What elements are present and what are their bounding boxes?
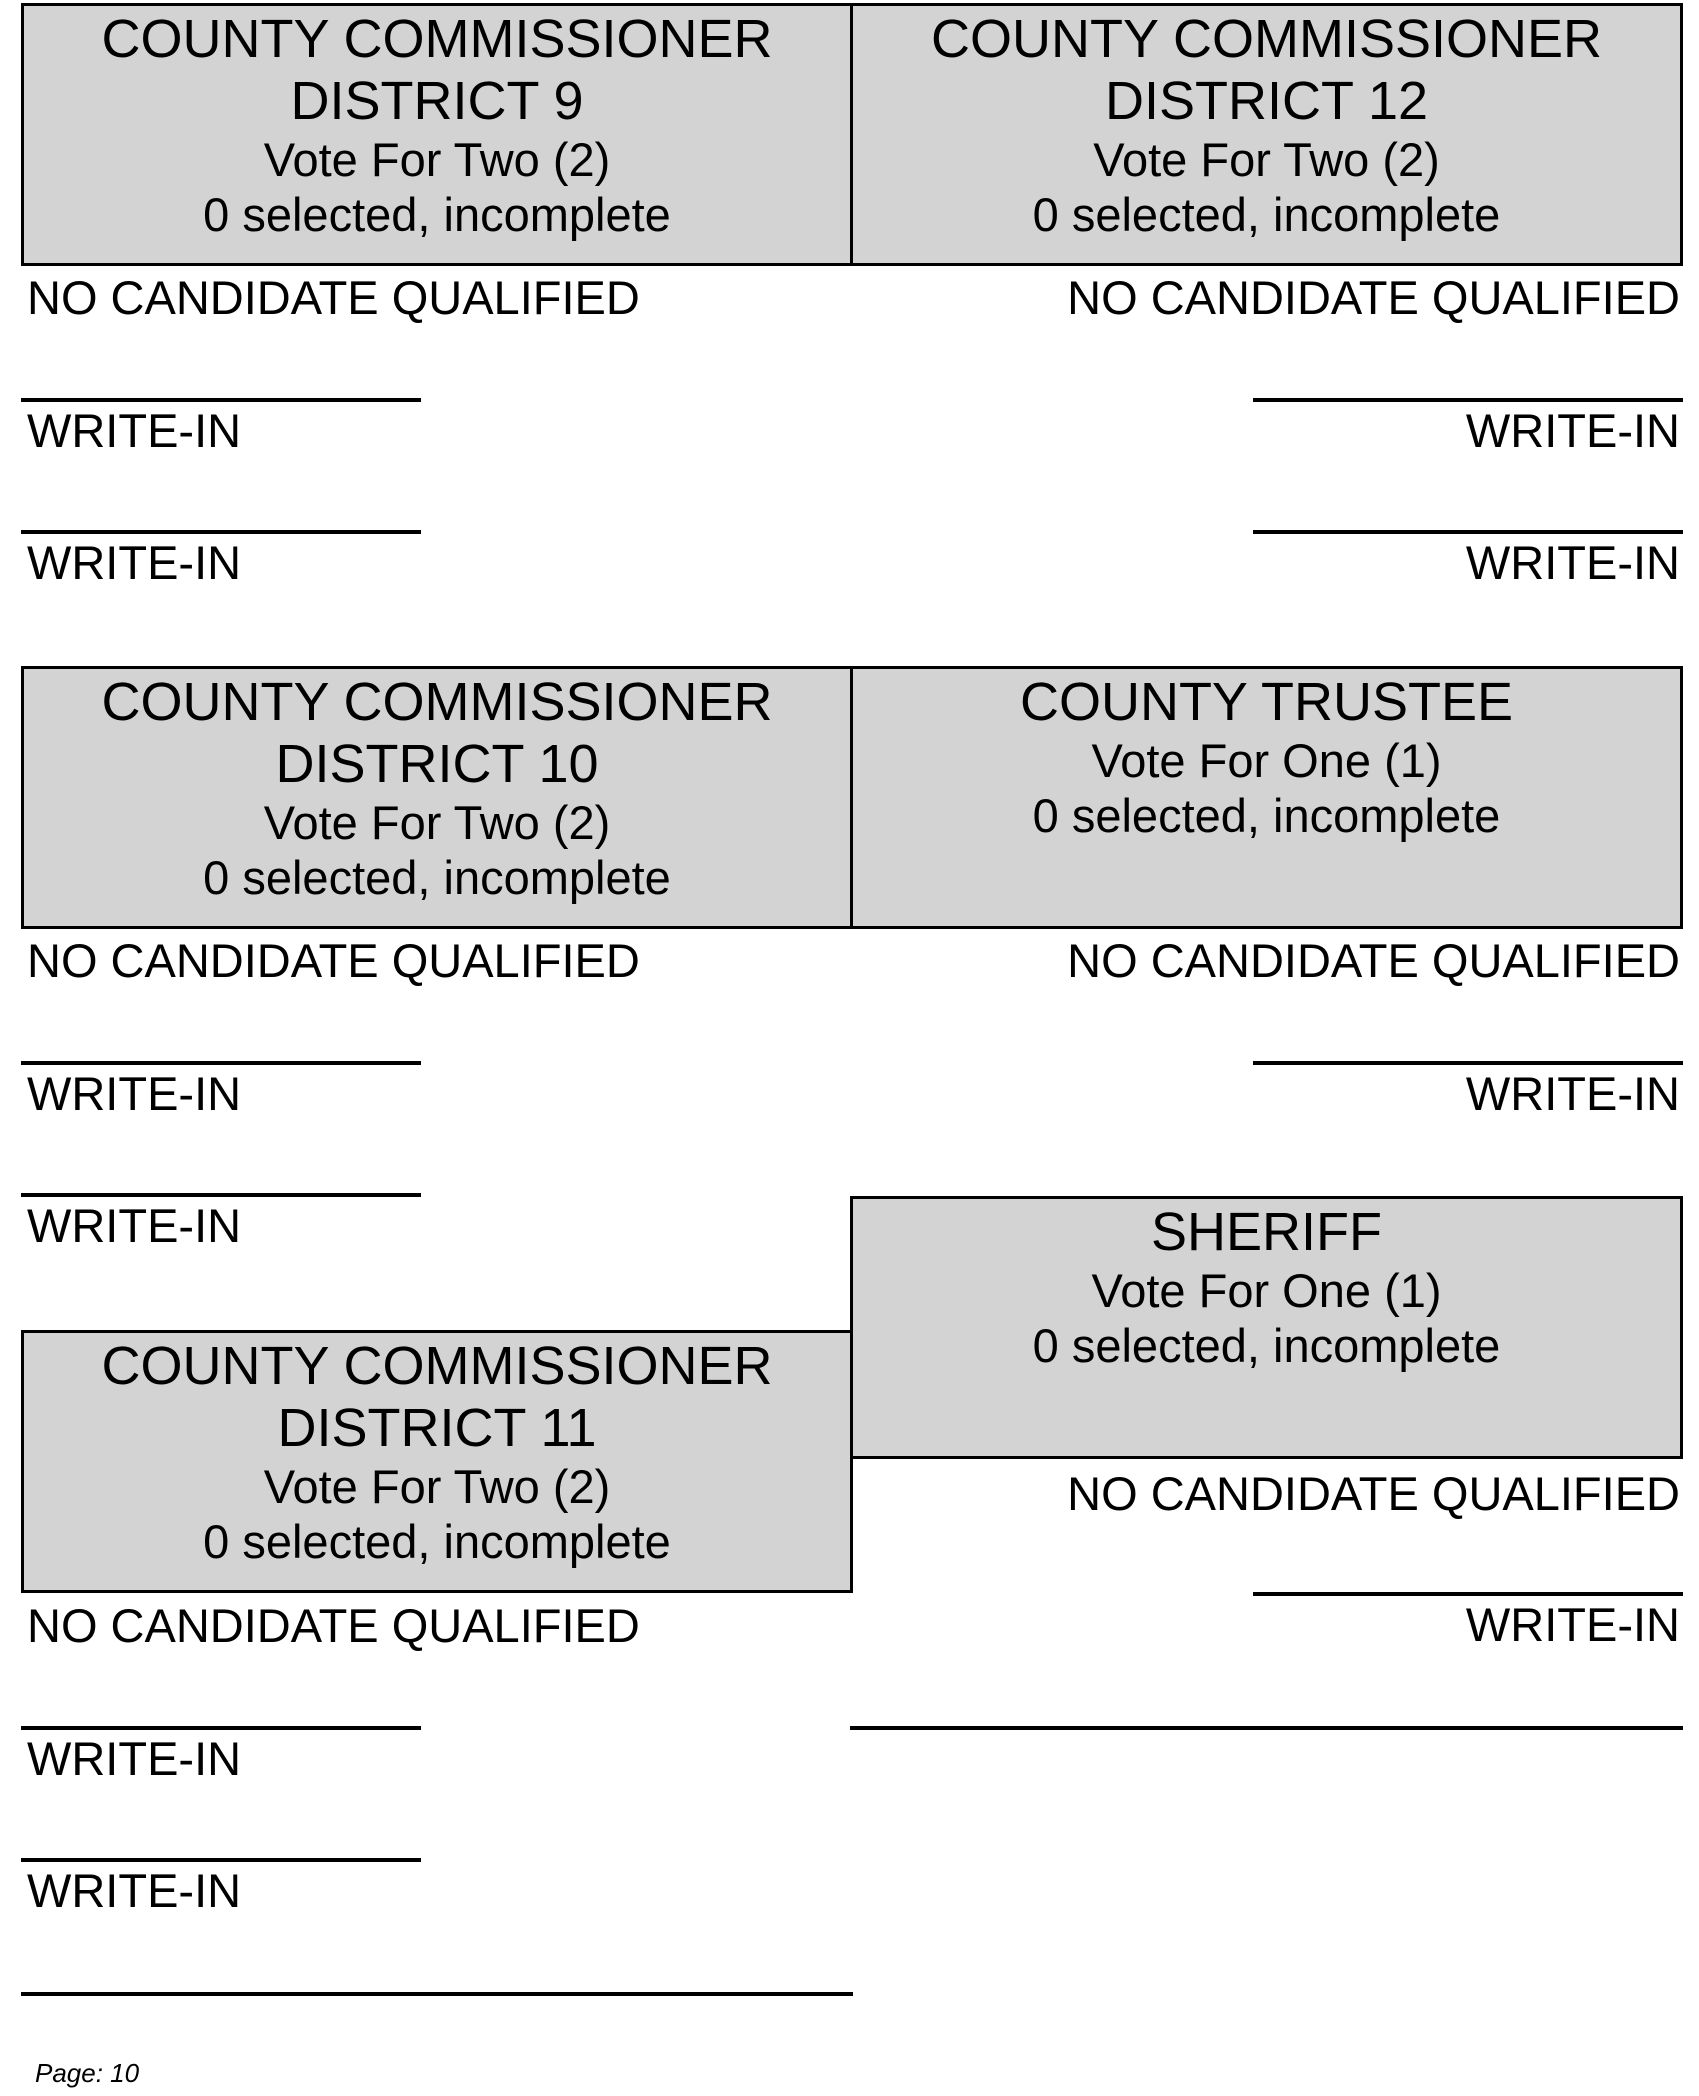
contest-header-commissioner-district-9 [21, 3, 853, 266]
column-end-rule [21, 1992, 853, 1996]
contest-vote-for: Vote For Two (2) [1093, 133, 1440, 186]
write-in-line[interactable] [21, 1061, 421, 1065]
contest-title: SHERIFF [1150, 1202, 1382, 1262]
candidate-no-candidate-qualified[interactable]: NO CANDIDATE QUALIFIED [1067, 934, 1680, 987]
candidate-write-in[interactable]: WRITE-IN [27, 1199, 242, 1252]
contest-status: 0 selected, incomplete [1032, 1319, 1501, 1372]
contest-header-county-trustee [850, 666, 1683, 929]
contest-header-sheriff [850, 1196, 1683, 1459]
candidate-no-candidate-qualified[interactable]: NO CANDIDATE QUALIFIED [27, 934, 640, 987]
candidate-write-in[interactable]: WRITE-IN [27, 1067, 242, 1120]
contest-status: 0 selected, incomplete [1032, 188, 1501, 241]
contest-vote-for: Vote For One (1) [1091, 734, 1442, 787]
contest-title-line-2: DISTRICT 12 [1104, 71, 1429, 131]
write-in-line[interactable] [1253, 1061, 1683, 1065]
contest-vote-for: Vote For One (1) [1091, 1264, 1442, 1317]
contest-status: 0 selected, incomplete [1032, 789, 1501, 842]
column-end-rule [850, 1726, 1683, 1730]
contest-header-commissioner-district-10 [21, 666, 853, 929]
candidate-write-in[interactable]: WRITE-IN [1465, 1067, 1680, 1120]
candidate-write-in[interactable]: WRITE-IN [27, 1732, 242, 1785]
candidate-write-in[interactable]: WRITE-IN [1465, 536, 1680, 589]
contest-vote-for: Vote For Two (2) [263, 133, 611, 186]
write-in-line[interactable] [21, 1858, 421, 1862]
write-in-line[interactable] [1253, 530, 1683, 534]
write-in-line[interactable] [21, 1193, 421, 1197]
page-number: Page: 10 [35, 2058, 140, 2088]
write-in-line[interactable] [1253, 398, 1683, 402]
contest-status: 0 selected, incomplete [203, 851, 671, 904]
contest-title: COUNTY TRUSTEE [1019, 672, 1514, 732]
contest-status: 0 selected, incomplete [203, 1515, 671, 1568]
contest-vote-for: Vote For Two (2) [263, 1460, 611, 1513]
write-in-line[interactable] [21, 398, 421, 402]
contest-header-commissioner-district-12 [850, 3, 1683, 266]
write-in-line[interactable] [21, 1726, 421, 1730]
contest-status: 0 selected, incomplete [203, 188, 671, 241]
candidate-write-in[interactable]: WRITE-IN [1465, 1598, 1680, 1651]
contest-title-line-1: COUNTY COMMISSIONER [101, 9, 773, 69]
contest-header-commissioner-district-11 [21, 1330, 853, 1593]
candidate-no-candidate-qualified[interactable]: NO CANDIDATE QUALIFIED [27, 1599, 640, 1652]
candidate-no-candidate-qualified[interactable]: NO CANDIDATE QUALIFIED [1067, 271, 1680, 324]
write-in-line[interactable] [1253, 1592, 1683, 1596]
contest-vote-for: Vote For Two (2) [263, 796, 611, 849]
contest-title-line-1: COUNTY COMMISSIONER [101, 1336, 773, 1396]
candidate-no-candidate-qualified[interactable]: NO CANDIDATE QUALIFIED [27, 271, 640, 324]
write-in-line[interactable] [21, 530, 421, 534]
candidate-no-candidate-qualified[interactable]: NO CANDIDATE QUALIFIED [1067, 1467, 1680, 1520]
contest-title-line-2: DISTRICT 11 [277, 1398, 597, 1458]
candidate-write-in[interactable]: WRITE-IN [27, 536, 242, 589]
candidate-write-in[interactable]: WRITE-IN [27, 404, 242, 457]
candidate-write-in[interactable]: WRITE-IN [1465, 404, 1680, 457]
contest-title-line-2: DISTRICT 10 [275, 734, 599, 794]
contest-title-line-1: COUNTY COMMISSIONER [930, 9, 1603, 69]
contest-title-line-2: DISTRICT 9 [290, 71, 584, 131]
candidate-write-in[interactable]: WRITE-IN [27, 1864, 242, 1917]
contest-title-line-1: COUNTY COMMISSIONER [101, 672, 773, 732]
